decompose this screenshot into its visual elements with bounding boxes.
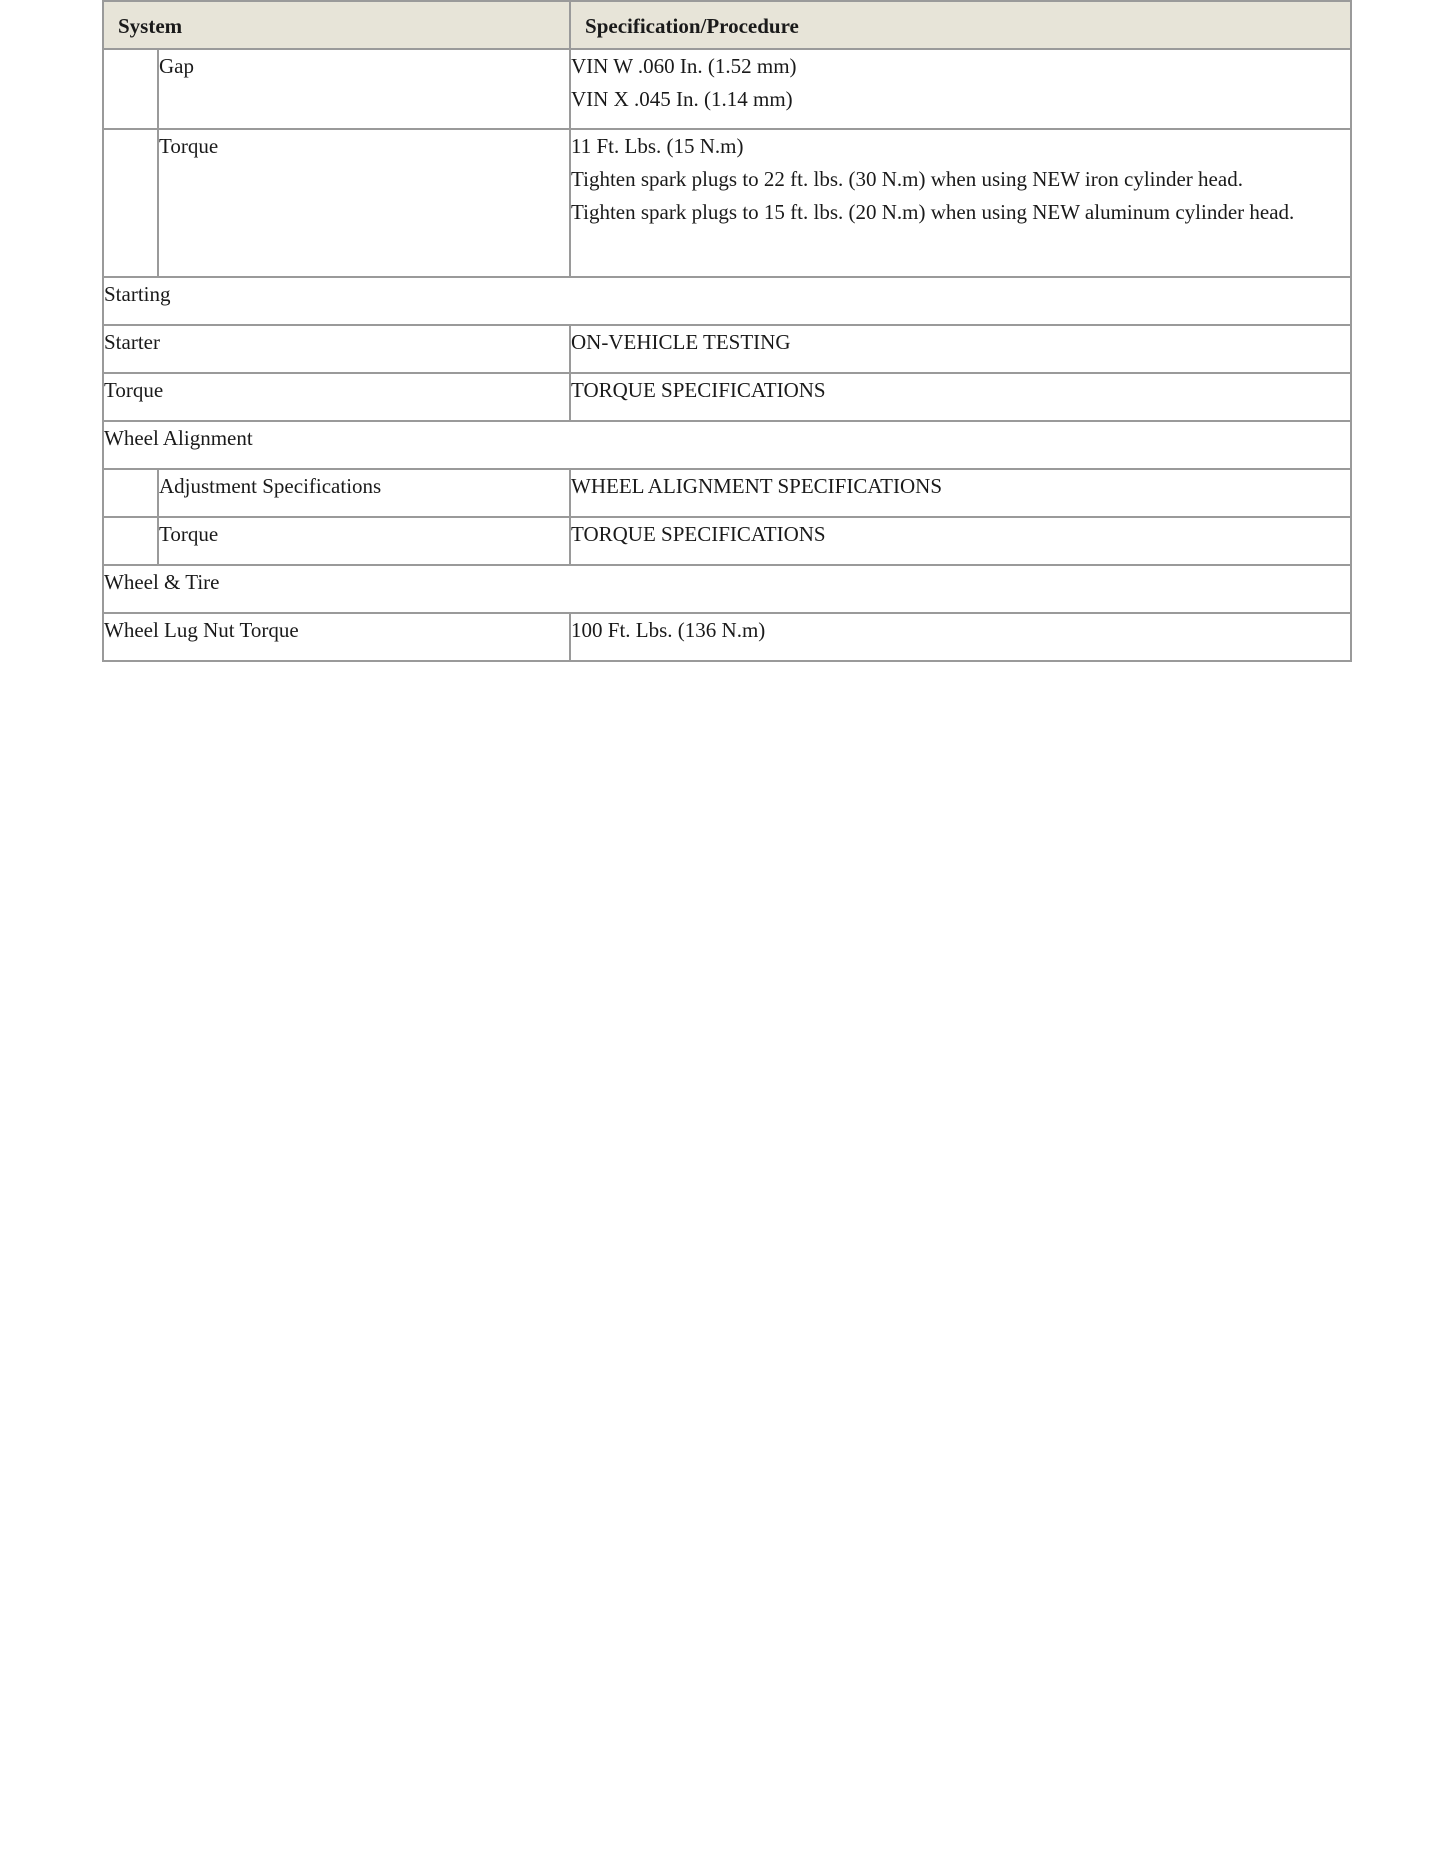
gap-values [570,49,1351,129]
table-header-row [103,1,1351,49]
gap-label: Gap [158,49,570,129]
starter-label: Starter [103,325,570,373]
specifications-table [102,0,1352,662]
adjustment-specifications-label: Adjustment Specifications [158,469,570,517]
section-wheel-tire-title: Wheel & Tire [103,565,1351,613]
header-system: System [103,1,570,49]
table-row-starting-torque [103,373,1351,421]
alignment-torque-link[interactable]: TORQUE SPECIFICATIONS [570,517,1351,565]
table-row-gap [103,49,1351,129]
table-row-section-wheel-alignment [103,421,1351,469]
gap-value-vin-w: VIN W .060 In. (1.52 mm) [571,54,797,78]
spark-plug-torque-label: Torque [158,129,570,277]
indent-cell [103,517,158,565]
section-starting-title: Starting [103,277,1351,325]
indent-cell [103,49,158,129]
starter-link[interactable]: ON-VEHICLE TESTING [570,325,1351,373]
indent-cell [103,469,158,517]
table-row-wheel-lug-nut-torque [103,613,1351,661]
wheel-lug-nut-torque-value: 100 Ft. Lbs. (136 N.m) [570,613,1351,661]
starting-torque-label: Torque [103,373,570,421]
wheel-alignment-specifications-link[interactable]: WHEEL ALIGNMENT SPECIFICATIONS [570,469,1351,517]
table-row-starter [103,325,1351,373]
table-row-adjustment-specifications [103,469,1351,517]
table-row-section-starting [103,277,1351,325]
starting-torque-link[interactable]: TORQUE SPECIFICATIONS [570,373,1351,421]
gap-value-vin-x: VIN X .045 In. (1.14 mm) [571,87,793,111]
spark-plug-torque-values [570,129,1351,277]
spark-plug-torque-value: 11 Ft. Lbs. (15 N.m) [571,134,744,158]
section-wheel-alignment-title: Wheel Alignment [103,421,1351,469]
table-row-section-wheel-tire [103,565,1351,613]
spark-plug-iron-head-note: Tighten spark plugs to 22 ft. lbs. (30 N.m) when using NEW iron cylinder head. [571,167,1243,191]
header-specification: Specification/Procedure [570,1,1351,49]
indent-cell [103,129,158,277]
alignment-torque-label: Torque [158,517,570,565]
table-row-alignment-torque [103,517,1351,565]
spark-plug-aluminum-head-note: Tighten spark plugs to 15 ft. lbs. (20 N.m) when using NEW aluminum cylinder head. [571,200,1295,224]
table-row-spark-plug-torque [103,129,1351,277]
wheel-lug-nut-torque-label: Wheel Lug Nut Torque [103,613,570,661]
